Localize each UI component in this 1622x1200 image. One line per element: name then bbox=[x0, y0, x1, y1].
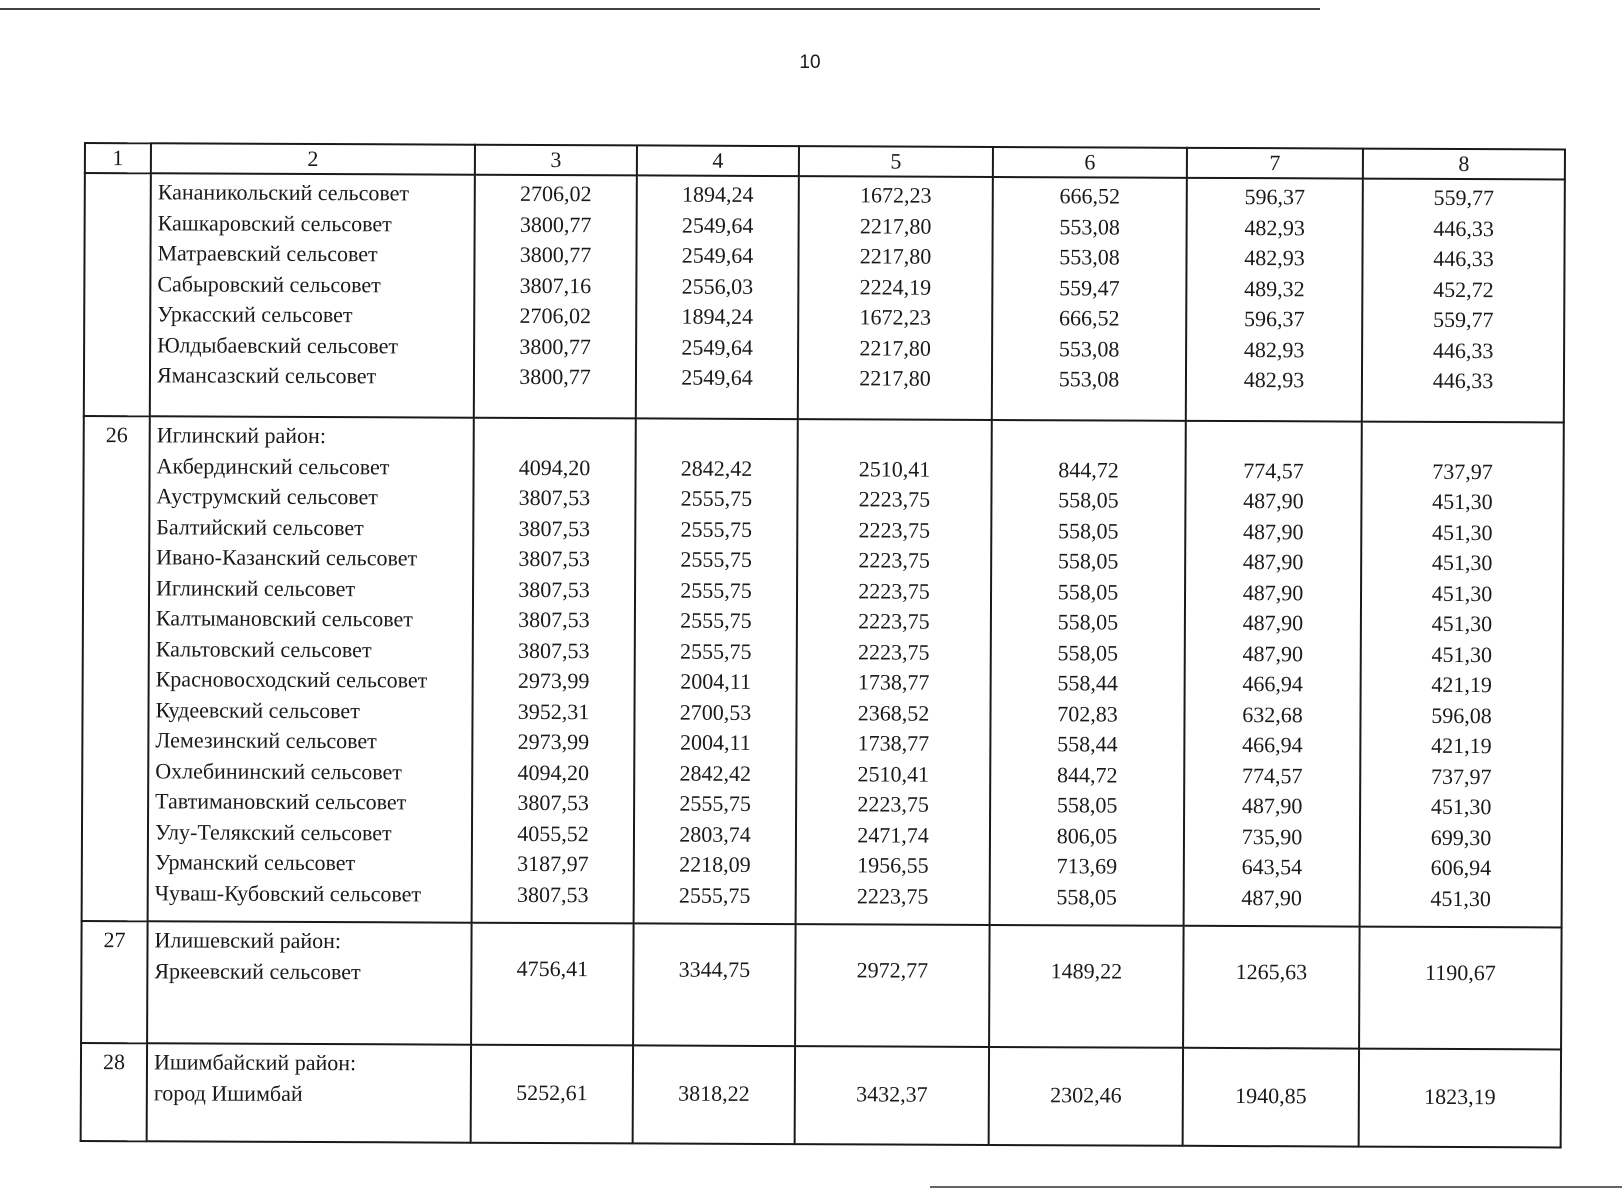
table-value: 487,90 bbox=[1241, 884, 1303, 910]
settlement-name: Матраевский сельсовет bbox=[157, 240, 378, 267]
settlement-name: Яркеевский сельсовет bbox=[154, 957, 361, 984]
column-5-values-cell bbox=[796, 419, 992, 925]
column-3-values-cell bbox=[471, 1045, 633, 1144]
column-header: 8 bbox=[1363, 149, 1565, 180]
table-value: 2549,64 bbox=[681, 212, 754, 238]
column-6-values-cell bbox=[990, 420, 1186, 926]
table-value: 596,37 bbox=[1243, 306, 1305, 332]
district-name: Илишевский район: bbox=[154, 927, 342, 954]
column-header: 2 bbox=[151, 143, 475, 174]
table-value: 487,90 bbox=[1242, 610, 1304, 636]
table-value: 1672,23 bbox=[859, 304, 932, 330]
table-value: 2555,75 bbox=[680, 577, 752, 603]
table-value: 2549,64 bbox=[681, 242, 754, 268]
table-value: 559,77 bbox=[1432, 306, 1494, 333]
settlement-name: Юлдыбаевский сельсовет bbox=[157, 331, 399, 358]
table-value: 558,05 bbox=[1057, 639, 1119, 666]
table-value: 702,83 bbox=[1057, 700, 1118, 727]
column-4-values-cell bbox=[634, 418, 798, 924]
column-3-values-cell bbox=[472, 418, 636, 924]
table-value: 421,19 bbox=[1431, 671, 1492, 698]
district-line-spacer bbox=[799, 423, 991, 454]
settlement-name: Калтымановский сельсовет bbox=[155, 605, 413, 632]
table-value: 487,90 bbox=[1242, 579, 1304, 605]
table-value: 2217,80 bbox=[859, 365, 931, 391]
district-name: Ишимбайский район: bbox=[153, 1049, 357, 1076]
table-value: 3807,53 bbox=[518, 606, 590, 633]
table-value: 559,77 bbox=[1433, 184, 1495, 211]
district-group-row bbox=[82, 416, 1564, 927]
table-value: 559,47 bbox=[1059, 274, 1120, 301]
table-value: 1265,63 bbox=[1235, 959, 1308, 985]
column-header: 6 bbox=[993, 147, 1187, 178]
column-6-values-cell bbox=[989, 1047, 1183, 1146]
table-value: 2972,77 bbox=[856, 957, 929, 983]
table-value: 3432,37 bbox=[856, 1081, 928, 1107]
table-value: 2004,11 bbox=[679, 729, 751, 755]
table-value: 553,08 bbox=[1058, 366, 1120, 392]
table-value: 1940,85 bbox=[1235, 1083, 1307, 1109]
table-value: 2004,11 bbox=[680, 668, 752, 694]
table-value: 737,97 bbox=[1432, 458, 1493, 484]
table-value: 3818,22 bbox=[678, 1080, 750, 1106]
table-value: 558,05 bbox=[1056, 792, 1118, 818]
settlement-name: Ауструмский сельсовет bbox=[156, 483, 379, 510]
column-header: 4 bbox=[637, 145, 799, 176]
table-value: 2556,03 bbox=[681, 273, 754, 299]
settlement-name: Тавтимановский сельсовет bbox=[155, 788, 407, 815]
table-value: 1823,19 bbox=[1424, 1083, 1496, 1110]
table-value: 2555,75 bbox=[680, 546, 752, 572]
district-line-spacer bbox=[993, 424, 1185, 455]
district-line-spacer bbox=[475, 422, 635, 453]
row-number-cell bbox=[81, 921, 148, 1043]
column-header: 3 bbox=[475, 145, 637, 176]
table-value: 774,57 bbox=[1243, 457, 1304, 483]
table-value: 2223,75 bbox=[856, 882, 929, 909]
scan-border-bottom bbox=[930, 1186, 1622, 1188]
table-value: 3807,53 bbox=[517, 637, 590, 663]
settlement-name: Кананикольский сельсовет bbox=[157, 179, 410, 206]
table-value: 558,05 bbox=[1058, 517, 1119, 544]
table-value: 2842,42 bbox=[679, 760, 752, 786]
settlement-name: Охлебининский сельсовет bbox=[155, 757, 402, 784]
table-value: 596,08 bbox=[1431, 702, 1492, 728]
table-value: 2555,75 bbox=[678, 882, 751, 908]
district-group-row bbox=[84, 173, 1565, 422]
row-number: 27 bbox=[103, 927, 126, 953]
settlement-name: Ивано-Казанский сельсовет bbox=[156, 544, 418, 571]
table-value: 3807,16 bbox=[519, 272, 592, 298]
table-value: 487,90 bbox=[1242, 640, 1304, 666]
row-number-cell bbox=[81, 1043, 147, 1141]
column-7-values-cell bbox=[1183, 926, 1360, 1049]
settlement-names-cell bbox=[147, 921, 472, 1044]
row-number-cell bbox=[84, 173, 151, 416]
district-group-row bbox=[81, 921, 1562, 1049]
table-value: 2549,64 bbox=[681, 364, 753, 390]
column-8-values-cell bbox=[1359, 927, 1562, 1050]
table-value: 489,32 bbox=[1244, 275, 1305, 301]
column-header: 5 bbox=[799, 146, 993, 177]
table-value: 553,08 bbox=[1058, 335, 1120, 362]
page-number: 10 bbox=[799, 52, 821, 73]
table-value: 446,33 bbox=[1432, 337, 1494, 363]
table-value: 2223,75 bbox=[857, 791, 929, 817]
table-value: 558,05 bbox=[1058, 487, 1119, 513]
table-value: 737,97 bbox=[1430, 763, 1492, 789]
table-value: 482,93 bbox=[1243, 367, 1305, 393]
table-value: 2555,75 bbox=[680, 607, 752, 633]
district-name: Иглинский район: bbox=[156, 422, 327, 449]
district-line-spacer bbox=[1363, 426, 1563, 457]
tariff-table-container bbox=[80, 142, 1566, 1148]
table-value: 735,90 bbox=[1241, 823, 1303, 849]
table-value: 2706,02 bbox=[519, 180, 592, 207]
table-value: 482,93 bbox=[1244, 245, 1305, 271]
table-value: 2224,19 bbox=[859, 273, 932, 300]
settlement-name: Кудеевский сельсовет bbox=[155, 696, 360, 723]
table-value: 558,05 bbox=[1057, 609, 1119, 635]
settlement-name: Уркасский сельсовет bbox=[157, 301, 353, 328]
table-value: 606,94 bbox=[1430, 854, 1492, 881]
column-6-values-cell bbox=[989, 925, 1184, 1048]
settlement-name: Лемезинский сельсовет bbox=[155, 727, 377, 754]
table-value: 2223,75 bbox=[857, 638, 930, 665]
table-value: 451,30 bbox=[1430, 885, 1492, 911]
table-value: 421,19 bbox=[1431, 732, 1492, 759]
table-value: 1894,24 bbox=[681, 303, 754, 329]
table-value: 3807,53 bbox=[518, 515, 591, 541]
table-value: 2218,09 bbox=[679, 851, 751, 877]
settlement-name: Урманский сельсовет bbox=[154, 849, 356, 876]
settlement-name: город Ишимбай bbox=[153, 1079, 303, 1106]
settlement-names-cell bbox=[150, 173, 475, 417]
table-value: 2510,41 bbox=[858, 455, 931, 482]
table-value: 2973,99 bbox=[517, 667, 590, 694]
table-value: 3800,77 bbox=[519, 333, 591, 359]
table-value: 806,05 bbox=[1056, 822, 1118, 849]
table-value: 596,37 bbox=[1244, 184, 1306, 210]
table-value: 1956,55 bbox=[857, 852, 929, 878]
table-value: 643,54 bbox=[1241, 854, 1303, 880]
table-value: 3800,77 bbox=[519, 211, 592, 237]
table-value: 2223,75 bbox=[858, 516, 931, 543]
table-value: 2842,42 bbox=[680, 455, 753, 481]
table-value: 2217,80 bbox=[859, 243, 932, 269]
table-value: 1894,24 bbox=[681, 181, 754, 207]
settlement-name: Чуваш-Кубовский сельсовет bbox=[154, 879, 422, 906]
table-value: 2510,41 bbox=[857, 760, 930, 787]
column-8-values-cell bbox=[1360, 422, 1564, 928]
table-value: 1672,23 bbox=[859, 182, 932, 208]
table-value: 2302,46 bbox=[1050, 1082, 1122, 1108]
table-value: 2706,02 bbox=[519, 302, 592, 329]
settlement-name: Ямансазский сельсовет bbox=[156, 362, 377, 389]
row-number bbox=[86, 177, 150, 208]
settlement-name: Балтийский сельсовет bbox=[156, 513, 364, 540]
district-line-spacer bbox=[1187, 425, 1361, 456]
table-value: 558,05 bbox=[1056, 883, 1118, 910]
column-5-values-cell bbox=[798, 176, 993, 420]
table-value: 451,30 bbox=[1432, 488, 1493, 515]
column-3-values-cell bbox=[471, 923, 634, 1046]
settlement-names-cell bbox=[147, 1043, 471, 1142]
settlement-names-cell bbox=[148, 416, 474, 922]
table-value: 4055,52 bbox=[517, 820, 589, 846]
table-value: 3952,31 bbox=[517, 698, 590, 724]
table-value: 1489,22 bbox=[1050, 958, 1123, 984]
table-value: 451,30 bbox=[1431, 610, 1493, 637]
table-value: 2217,80 bbox=[859, 334, 931, 361]
settlement-name: Красновосходский сельсовет bbox=[155, 666, 428, 693]
table-value: 2223,75 bbox=[858, 486, 931, 512]
settlement-name: Иглинский сельсовет bbox=[156, 574, 356, 601]
table-value: 2973,99 bbox=[517, 728, 590, 755]
table-value: 632,68 bbox=[1242, 701, 1303, 727]
table-value: 666,52 bbox=[1058, 305, 1120, 331]
table-value: 2223,75 bbox=[858, 608, 930, 634]
column-7-values-cell bbox=[1183, 1048, 1359, 1147]
table-value: 3807,53 bbox=[518, 576, 590, 602]
table-value: 553,08 bbox=[1059, 244, 1120, 270]
table-value: 2803,74 bbox=[679, 821, 751, 847]
table-value: 558,05 bbox=[1057, 578, 1119, 605]
column-4-values-cell bbox=[636, 175, 799, 419]
table-value: 2555,75 bbox=[679, 790, 751, 816]
table-value: 2223,75 bbox=[858, 577, 930, 604]
table-value: 3807,53 bbox=[518, 484, 591, 511]
row-number-cell bbox=[82, 416, 150, 921]
column-header: 7 bbox=[1187, 148, 1363, 179]
table-value: 4756,41 bbox=[516, 955, 589, 982]
table-value: 558,44 bbox=[1057, 731, 1118, 757]
column-8-values-cell bbox=[1359, 1049, 1561, 1148]
table-value: 1738,77 bbox=[857, 730, 930, 756]
column-7-values-cell bbox=[1184, 421, 1362, 927]
table-value: 451,30 bbox=[1431, 549, 1493, 576]
table-value: 466,94 bbox=[1242, 732, 1303, 758]
table-value: 2368,52 bbox=[857, 699, 930, 726]
column-5-values-cell bbox=[795, 1046, 989, 1145]
table-value: 4094,20 bbox=[517, 759, 590, 785]
table-value: 1190,67 bbox=[1424, 959, 1496, 986]
settlement-name: Улу-Телякский сельсовет bbox=[154, 818, 392, 845]
row-number: 28 bbox=[102, 1049, 126, 1075]
settlement-name: Кашкаровский сельсовет bbox=[157, 209, 392, 236]
table-value: 844,72 bbox=[1058, 456, 1119, 483]
settlement-name: Кальтовский сельсовет bbox=[155, 635, 372, 662]
column-6-values-cell bbox=[992, 177, 1187, 421]
table-value: 451,30 bbox=[1431, 580, 1493, 606]
scan-border-top bbox=[0, 8, 1320, 10]
table-value: 3807,53 bbox=[518, 545, 590, 572]
table-value: 446,33 bbox=[1433, 215, 1494, 241]
table-body bbox=[81, 173, 1565, 1147]
table-value: 446,33 bbox=[1432, 367, 1494, 394]
settlement-name: Акбердинский сельсовет bbox=[156, 452, 390, 479]
table-value: 452,72 bbox=[1433, 276, 1494, 302]
district-group-row bbox=[81, 1043, 1561, 1147]
table-value: 558,05 bbox=[1057, 548, 1119, 574]
table-value: 2555,75 bbox=[679, 638, 752, 664]
column-4-values-cell bbox=[633, 1045, 795, 1144]
column-4-values-cell bbox=[633, 923, 796, 1046]
table-value: 2471,74 bbox=[857, 821, 929, 848]
table-value: 2555,75 bbox=[680, 516, 753, 542]
column-7-values-cell bbox=[1186, 178, 1363, 422]
table-value: 487,90 bbox=[1243, 488, 1304, 514]
tariff-table bbox=[80, 142, 1566, 1148]
table-value: 3800,77 bbox=[519, 363, 591, 390]
table-value: 3807,53 bbox=[517, 789, 589, 816]
table-value: 666,52 bbox=[1059, 183, 1121, 209]
table-value: 451,30 bbox=[1431, 641, 1493, 667]
table-value: 553,08 bbox=[1059, 213, 1120, 240]
table-value: 2223,75 bbox=[858, 547, 930, 573]
table-value: 713,69 bbox=[1056, 853, 1118, 879]
table-value: 446,33 bbox=[1433, 245, 1494, 272]
settlement-name: Сабыровский сельсовет bbox=[157, 270, 381, 297]
table-value: 2549,64 bbox=[681, 334, 753, 360]
table-value: 2555,75 bbox=[680, 485, 753, 511]
table-value: 487,90 bbox=[1241, 793, 1303, 819]
table-value: 482,93 bbox=[1243, 336, 1305, 362]
table-value: 3344,75 bbox=[678, 956, 751, 982]
table-value: 4094,20 bbox=[518, 454, 591, 480]
table-value: 487,90 bbox=[1243, 518, 1304, 544]
column-header: 1 bbox=[85, 143, 151, 173]
table-value: 482,93 bbox=[1244, 214, 1305, 240]
column-5-values-cell bbox=[795, 924, 990, 1047]
table-value: 558,44 bbox=[1057, 670, 1118, 696]
table-value: 2217,80 bbox=[859, 212, 932, 239]
column-3-values-cell bbox=[474, 175, 637, 419]
row-number: 26 bbox=[105, 422, 128, 448]
table-value: 487,90 bbox=[1242, 549, 1304, 575]
district-line-spacer bbox=[637, 422, 797, 453]
table-value: 3800,77 bbox=[519, 241, 592, 268]
table-value: 774,57 bbox=[1241, 762, 1303, 788]
table-value: 844,72 bbox=[1056, 761, 1118, 788]
table-value: 451,30 bbox=[1432, 519, 1493, 545]
table-value: 466,94 bbox=[1242, 671, 1303, 697]
table-value: 2700,53 bbox=[679, 699, 752, 725]
table-value: 3807,53 bbox=[516, 881, 589, 907]
column-8-values-cell bbox=[1362, 179, 1565, 423]
table-value: 699,30 bbox=[1430, 824, 1492, 850]
table-value: 3187,97 bbox=[517, 850, 589, 877]
table-value: 1738,77 bbox=[857, 669, 930, 695]
table-value: 5252,61 bbox=[516, 1079, 588, 1106]
table-value: 451,30 bbox=[1430, 793, 1492, 820]
